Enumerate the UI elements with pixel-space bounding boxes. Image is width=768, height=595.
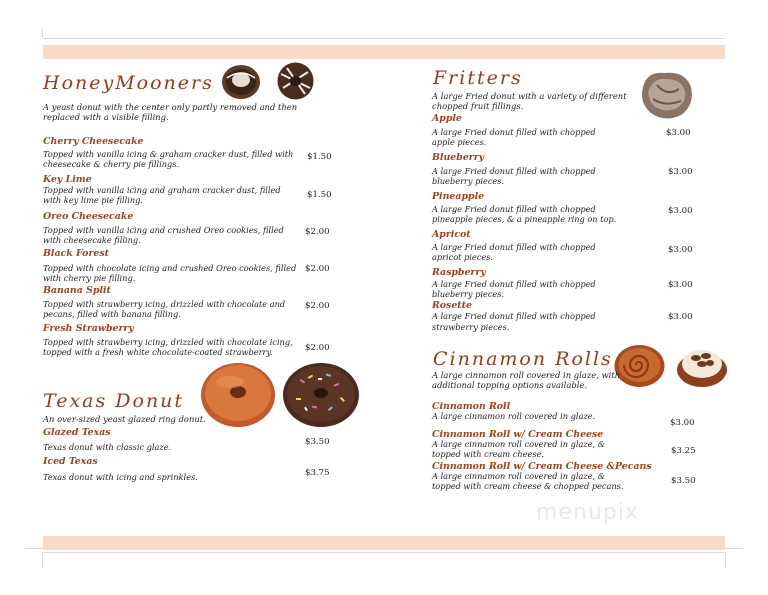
item-name: Pineapple bbox=[432, 191, 485, 202]
honeymooners-description-line-1: A yeast donut with the center only partly removed and then bbox=[43, 102, 298, 112]
item-description: A large Fried donut filled with chopped bbox=[432, 242, 596, 252]
item-description: topped with cream cheese & chopped pecans. bbox=[432, 481, 624, 491]
item-description: topped with cream cheese. bbox=[432, 449, 544, 459]
item-name: Key Lime bbox=[43, 174, 92, 185]
item-description: Topped with vanilla icing and crushed Oreo cookies, filled bbox=[43, 225, 284, 235]
top-decorative-band bbox=[43, 45, 725, 59]
item-description: blueberry pieces. bbox=[432, 289, 505, 299]
item-description: A large Fried donut filled with chopped bbox=[432, 127, 596, 137]
item-description: pecans, filled with banana filling. bbox=[43, 309, 181, 319]
honeymooners-title: HoneyMooners bbox=[43, 72, 214, 94]
fritter-image bbox=[637, 67, 695, 121]
item-price: $3.00 bbox=[668, 245, 693, 255]
cinnamon-roll-image bbox=[614, 344, 665, 388]
crop-mark-top-left bbox=[42, 28, 43, 38]
glazed-texas-donut-image bbox=[200, 362, 276, 428]
honeymooner-donut-image-1 bbox=[221, 64, 261, 100]
crop-mark-left-v bbox=[42, 552, 43, 568]
fritters-description-line-2: chopped fruit fillings. bbox=[432, 101, 524, 111]
item-description: Topped with strawberry icing, drizzled with chocolate and bbox=[43, 299, 286, 309]
fritters-description-line-1: A large Fried donut with a variety of different bbox=[432, 91, 627, 101]
item-price: $3.25 bbox=[671, 446, 696, 456]
item-description: blueberry pieces. bbox=[432, 176, 505, 186]
cinnamon-description-line-1: A large cinnamon roll covered in glaze, with bbox=[432, 370, 621, 380]
item-description: A large Fried donut filled with chopped bbox=[432, 311, 596, 321]
item-description: A large cinnamon roll covered in glaze, & bbox=[432, 471, 605, 481]
item-price: $3.75 bbox=[305, 468, 330, 478]
fritters-title: Fritters bbox=[433, 67, 523, 89]
item-price: $2.00 bbox=[305, 301, 330, 311]
honeymooner-donut-image-2 bbox=[277, 62, 314, 100]
item-price: $2.00 bbox=[305, 227, 330, 237]
item-description: apple pieces. bbox=[432, 137, 487, 147]
item-name: Cherry Cheesecake bbox=[43, 136, 144, 147]
item-description: with cherry pie filling. bbox=[43, 273, 136, 283]
texas-donut-description: An over-sized yeast glazed ring donut. bbox=[43, 414, 206, 424]
item-description: pineapple pieces, & a pineapple ring on top. bbox=[432, 214, 617, 224]
item-description: topped with a fresh white chocolate-coated strawberry. bbox=[43, 347, 273, 357]
item-price: $3.00 bbox=[668, 206, 693, 216]
item-description: with key lime pie filling. bbox=[43, 195, 144, 205]
item-price: $1.50 bbox=[307, 190, 332, 200]
item-price: $3.00 bbox=[666, 128, 691, 138]
item-name: Oreo Cheesecake bbox=[43, 211, 134, 222]
item-description: A large cinnamon roll covered in glaze, & bbox=[432, 439, 605, 449]
cinnamon-description-line-2: additional topping options available. bbox=[432, 380, 588, 390]
item-description: cheesecake & cherry pie fillings. bbox=[43, 159, 180, 169]
item-name: Apple bbox=[432, 113, 462, 124]
item-description: A large Fried donut filled with chopped bbox=[432, 279, 596, 289]
texas-donut-title: Texas Donut bbox=[43, 390, 185, 412]
item-name: Cinnamon Roll bbox=[432, 401, 511, 412]
item-description: A large Fried donut filled with chopped bbox=[432, 204, 596, 214]
crop-mark-right bbox=[725, 548, 743, 549]
item-description: with cheesecake filling. bbox=[43, 235, 141, 245]
item-description: Texas donut with icing and sprinkles. bbox=[43, 472, 198, 482]
item-name: Banana Split bbox=[43, 285, 111, 296]
top-border-line bbox=[43, 38, 725, 39]
item-name: Cinnamon Roll w/ Cream Cheese bbox=[432, 429, 604, 440]
menupix-watermark: menupix bbox=[536, 500, 639, 525]
item-name: Cinnamon Roll w/ Cream Cheese &Pecans bbox=[432, 461, 652, 472]
item-name: Glazed Texas bbox=[43, 427, 111, 438]
item-description: Topped with vanilla icing & graham cracker dust, filled with bbox=[43, 149, 294, 159]
item-price: $3.00 bbox=[668, 312, 693, 322]
item-name: Iced Texas bbox=[43, 456, 98, 467]
item-name: Black Forest bbox=[43, 248, 109, 259]
iced-texas-donut-image bbox=[282, 362, 360, 428]
item-description: Texas donut with classic glaze. bbox=[43, 442, 172, 452]
item-name: Apricot bbox=[432, 229, 471, 240]
item-name: Rosette bbox=[432, 300, 472, 311]
item-price: $3.00 bbox=[668, 280, 693, 290]
honeymooners-description-line-2: replaced with a visible filling. bbox=[43, 112, 169, 122]
item-description: Topped with strawberry icing, drizzled with chocolate icing, bbox=[43, 337, 293, 347]
bottom-border-line bbox=[43, 552, 725, 553]
item-price: $2.00 bbox=[305, 264, 330, 274]
cinnamon-roll-pecan-image bbox=[676, 344, 728, 388]
item-name: Fresh Strawberry bbox=[43, 323, 134, 334]
item-description: Topped with chocolate icing and crushed Oreo cookies, filled bbox=[43, 263, 297, 273]
item-price: $3.00 bbox=[668, 167, 693, 177]
item-description: Topped with vanilla icing and graham cracker dust, filled bbox=[43, 185, 281, 195]
item-description: apricot pieces. bbox=[432, 252, 494, 262]
item-description: A large cinnamon roll covered in glaze. bbox=[432, 411, 596, 421]
item-price: $3.00 bbox=[670, 418, 695, 428]
item-name: Blueberry bbox=[432, 152, 485, 163]
bottom-decorative-band bbox=[43, 536, 725, 550]
item-price: $3.50 bbox=[671, 476, 696, 486]
item-description: A large Fried donut filled with chopped bbox=[432, 166, 596, 176]
crop-mark-left bbox=[25, 548, 43, 549]
item-price: $1.50 bbox=[307, 152, 332, 162]
item-price: $3.50 bbox=[305, 437, 330, 447]
item-name: Raspberry bbox=[432, 267, 486, 278]
cinnamon-rolls-title: Cinnamon Rolls bbox=[433, 348, 613, 370]
crop-mark-right-v bbox=[725, 552, 726, 568]
item-price: $2.00 bbox=[305, 343, 330, 353]
item-description: strawberry pieces. bbox=[432, 322, 510, 332]
